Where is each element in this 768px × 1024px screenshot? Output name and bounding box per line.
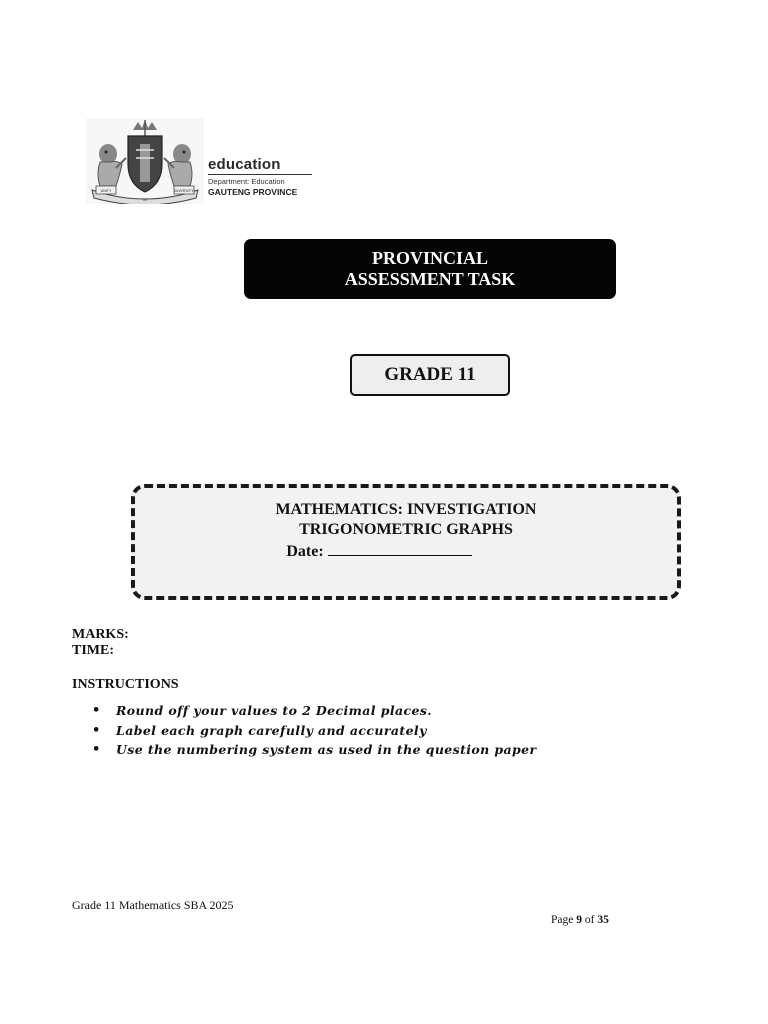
logo-province: GAUTENG PROVINCE xyxy=(208,187,298,197)
subject-box xyxy=(131,484,681,600)
instruction-item: • Use the numbering system as used in the question paper xyxy=(92,740,537,760)
footer-course: Grade 11 Mathematics SBA 2025 xyxy=(72,898,234,912)
subject-title: MATHEMATICS: INVESTIGATION xyxy=(275,501,537,518)
motto-mid: IN xyxy=(143,198,147,202)
logo-word: education xyxy=(208,156,312,175)
instructions-list xyxy=(92,701,537,760)
subject-topic: TRIGONOMETRIC GRAPHS xyxy=(299,521,513,538)
page-current: 9 xyxy=(576,914,582,926)
marks-label: MARKS: xyxy=(72,627,129,642)
grade-label: GRADE 11 xyxy=(350,354,510,396)
banner-line-2: ASSESSMENT TASK xyxy=(344,269,516,289)
instruction-item: • Round off your values to 2 Decimal places. xyxy=(92,701,537,721)
motto-right: DIVERSITY xyxy=(174,189,194,193)
logo-text xyxy=(208,156,312,197)
date-row xyxy=(81,540,677,562)
coat-of-arms-icon xyxy=(86,118,204,204)
date-blank-line xyxy=(328,540,472,556)
marks-time-block xyxy=(72,627,129,659)
motto-left: UNITY xyxy=(100,189,112,193)
instruction-item: • Label each graph carefully and accurately xyxy=(92,721,537,741)
page-of: of xyxy=(584,914,595,926)
banner-line-1: PROVINCIAL xyxy=(371,248,488,268)
date-label: Date: xyxy=(286,543,324,560)
page-total: 35 xyxy=(597,914,609,926)
instructions-title: INSTRUCTIONS xyxy=(72,677,179,692)
page-number xyxy=(551,913,609,927)
page-prefix: Page xyxy=(551,914,574,926)
gauteng-education-logo xyxy=(86,118,312,204)
time-label: TIME: xyxy=(72,643,114,658)
logo-department: Department: Education xyxy=(208,177,285,186)
assessment-banner xyxy=(244,239,616,299)
